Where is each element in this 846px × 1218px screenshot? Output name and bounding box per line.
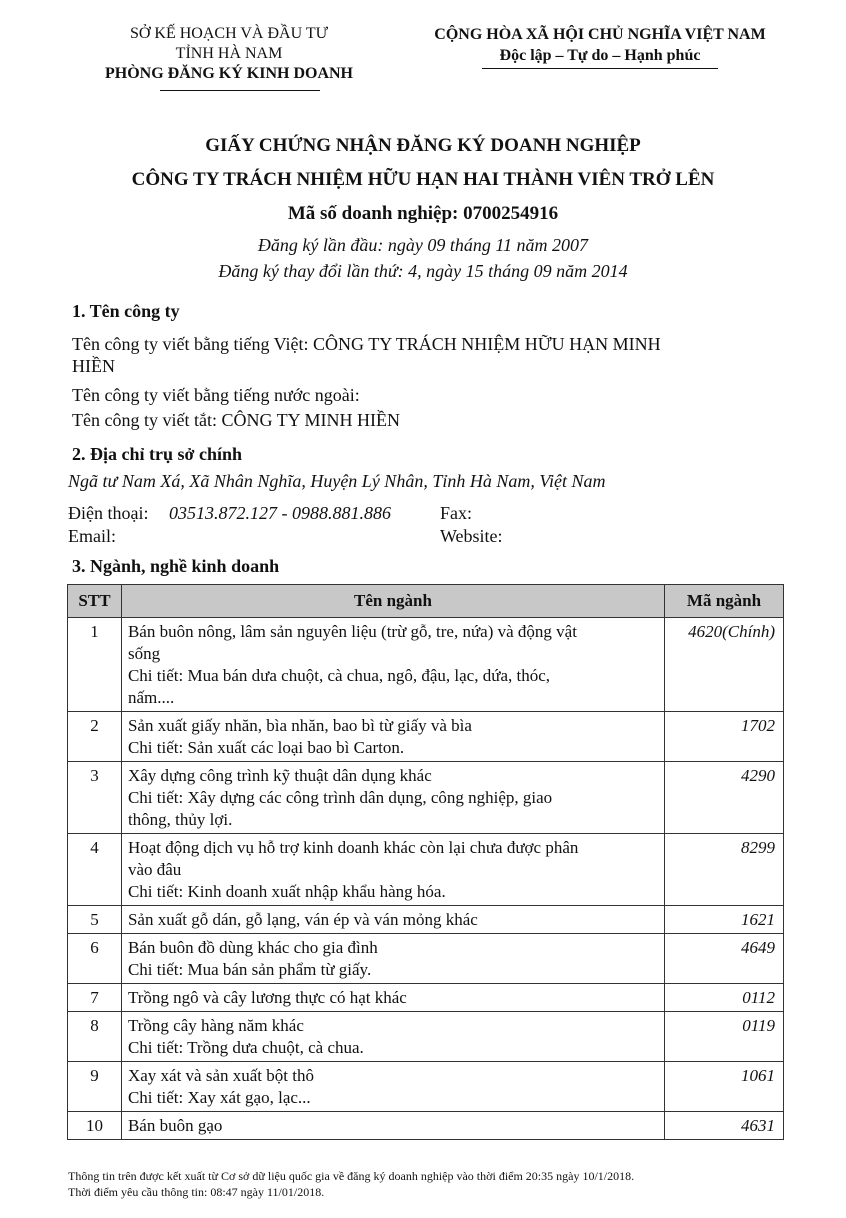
national-title: CỘNG HÒA XÃ HỘI CHỦ NGHĨA VIỆT NAM	[434, 26, 766, 43]
row-stt: 10	[68, 1112, 122, 1140]
row-code: 1702	[665, 712, 784, 762]
foreign-company-name: Tên công ty viết bằng tiếng nước ngoài:	[72, 385, 360, 405]
table-row	[68, 712, 784, 762]
row-name-line: Chi tiết: Mua bán dưa chuột, cà chua, ngô, đậu, lạc, dứa, thóc,	[127, 666, 551, 685]
section-1-heading: 1. Tên công ty	[72, 301, 180, 321]
row-name	[121, 1012, 664, 1062]
row-code: 4290	[665, 762, 784, 834]
row-stt: 6	[68, 934, 122, 984]
row-name-line: vào đâu	[127, 860, 182, 879]
agency-line-3: PHÒNG ĐĂNG KÝ KINH DOANH	[105, 65, 353, 82]
row-name-line: Chi tiết: Xây dựng các công trình dân dụng, công nghiệp, giao	[127, 788, 553, 807]
row-stt: 7	[68, 984, 122, 1012]
vn-company-name: Tên công ty viết bằng tiếng Việt: CÔNG TY TRÁCH NHIỆM HỮU HẠN MINH	[72, 334, 661, 354]
agency-line-2: TỈNH HÀ NAM	[175, 45, 283, 62]
row-stt: 4	[68, 834, 122, 906]
footer-request-time: Thời điểm yêu cầu thông tin: 08:47 ngày 11/01/2018.	[68, 1185, 325, 1199]
phone-value: 03513.872.127 - 0988.881.886	[169, 503, 391, 523]
row-name	[121, 834, 664, 906]
row-name-line: Chi tiết: Trồng dưa chuột, cà chua.	[127, 1038, 364, 1057]
row-name	[121, 984, 664, 1012]
row-name-line: Chi tiết: Sản xuất các loại bao bì Carton.	[127, 738, 405, 757]
row-name-line: nấm....	[127, 688, 175, 707]
row-stt: 1	[68, 618, 122, 712]
row-code: 0119	[665, 1012, 784, 1062]
row-name-line: Bán buôn gạo	[127, 1116, 223, 1135]
footer-export-info: Thông tin trên được kết xuất từ Cơ sở dữ liệu quốc gia về đăng ký doanh nghiệp vào thời điểm 20:35 ngày 10/1/2018.	[68, 1169, 635, 1183]
email-label: Email:	[68, 526, 116, 546]
row-name	[121, 618, 664, 712]
row-name-line: Chi tiết: Xay xát gạo, lạc...	[127, 1088, 311, 1107]
short-company-name: Tên công ty viết tắt: CÔNG TY MINH HIỀN	[72, 410, 400, 430]
row-name-line: Sản xuất giấy nhăn, bìa nhăn, bao bì từ giấy và bìa	[127, 716, 472, 735]
row-stt: 2	[68, 712, 122, 762]
table-row	[68, 984, 784, 1012]
company-type: CÔNG TY TRÁCH NHIỆM HỮU HẠN HAI THÀNH VIÊN TRỞ LÊN	[131, 169, 715, 190]
section-2-heading: 2. Địa chỉ trụ sở chính	[72, 444, 242, 464]
row-name-line: Hoạt động dịch vụ hỗ trợ kinh doanh khác còn lại chưa được phân	[127, 838, 579, 857]
address: Ngã tư Nam Xá, Xã Nhân Nghĩa, Huyện Lý Nhân, Tỉnh Hà Nam, Việt Nam	[68, 471, 606, 491]
table-row	[68, 1012, 784, 1062]
row-name-line: Xây dựng công trình kỹ thuật dân dụng khác	[127, 766, 432, 785]
website-label: Website:	[440, 526, 503, 546]
change-registration: Đăng ký thay đổi lần thứ: 4, ngày 15 tháng 09 năm 2014	[218, 261, 628, 281]
row-stt: 8	[68, 1012, 122, 1062]
table-row	[68, 934, 784, 984]
row-name	[121, 712, 664, 762]
col-name-header: Tên ngành	[121, 585, 664, 618]
table-row	[68, 906, 784, 934]
col-code-header: Mã ngành	[665, 585, 784, 618]
row-name	[121, 1112, 664, 1140]
table-row	[68, 1112, 784, 1140]
row-name-line: Chi tiết: Mua bán sản phẩm từ giấy.	[127, 960, 372, 979]
row-name-line: Sản xuất gỗ dán, gỗ lạng, ván ép và ván mỏng khác	[127, 910, 478, 929]
row-name	[121, 934, 664, 984]
row-code: 4631	[665, 1112, 784, 1140]
phone-label: Điện thoại:	[68, 503, 149, 523]
first-registration: Đăng ký lần đầu: ngày 09 tháng 11 năm 2007	[257, 235, 589, 255]
col-stt-header: STT	[68, 585, 122, 618]
row-name-line: sống	[127, 644, 161, 663]
agency-header	[64, 24, 394, 84]
table-row	[68, 1062, 784, 1112]
row-code: 4620(Chính)	[665, 618, 784, 712]
row-name-line: Bán buôn đồ dùng khác cho gia đình	[127, 938, 378, 957]
business-lines-table	[67, 584, 784, 1140]
row-code: 1621	[665, 906, 784, 934]
table-row	[68, 762, 784, 834]
fax-label: Fax:	[440, 503, 473, 523]
row-name	[121, 906, 664, 934]
row-name	[121, 762, 664, 834]
agency-divider	[160, 90, 320, 91]
row-stt: 5	[68, 906, 122, 934]
row-name	[121, 1062, 664, 1112]
row-name-line: Xay xát và sản xuất bột thô	[127, 1066, 314, 1085]
national-motto: Độc lập – Tự do – Hạnh phúc	[499, 47, 701, 64]
row-name-line: thông, thủy lợi.	[127, 810, 233, 829]
row-code: 4649	[665, 934, 784, 984]
agency-line-1: SỞ KẾ HOẠCH VÀ ĐẦU TƯ	[129, 25, 329, 42]
table-header-row	[68, 585, 784, 618]
business-code: Mã số doanh nghiệp: 0700254916	[287, 203, 559, 224]
motto-divider	[482, 68, 718, 69]
row-name-line: Bán buôn nông, lâm sản nguyên liệu (trừ gỗ, tre, nứa) và động vật	[127, 622, 577, 641]
table-row	[68, 618, 784, 712]
row-code: 1061	[665, 1062, 784, 1112]
row-code: 0112	[665, 984, 784, 1012]
document-title: GIẤY CHỨNG NHẬN ĐĂNG KÝ DOANH NGHIỆP	[205, 135, 641, 156]
vn-company-name-cont: HIỀN	[72, 356, 115, 376]
row-stt: 9	[68, 1062, 122, 1112]
table-row	[68, 834, 784, 906]
row-name-line: Trồng cây hàng năm khác	[127, 1016, 304, 1035]
national-header	[400, 24, 800, 66]
row-stt: 3	[68, 762, 122, 834]
section-3-heading: 3. Ngành, nghề kinh doanh	[72, 556, 280, 576]
row-code: 8299	[665, 834, 784, 906]
row-name-line: Chi tiết: Kinh doanh xuất nhập khẩu hàng hóa.	[127, 882, 446, 901]
row-name-line: Trồng ngô và cây lương thực có hạt khác	[127, 988, 407, 1007]
